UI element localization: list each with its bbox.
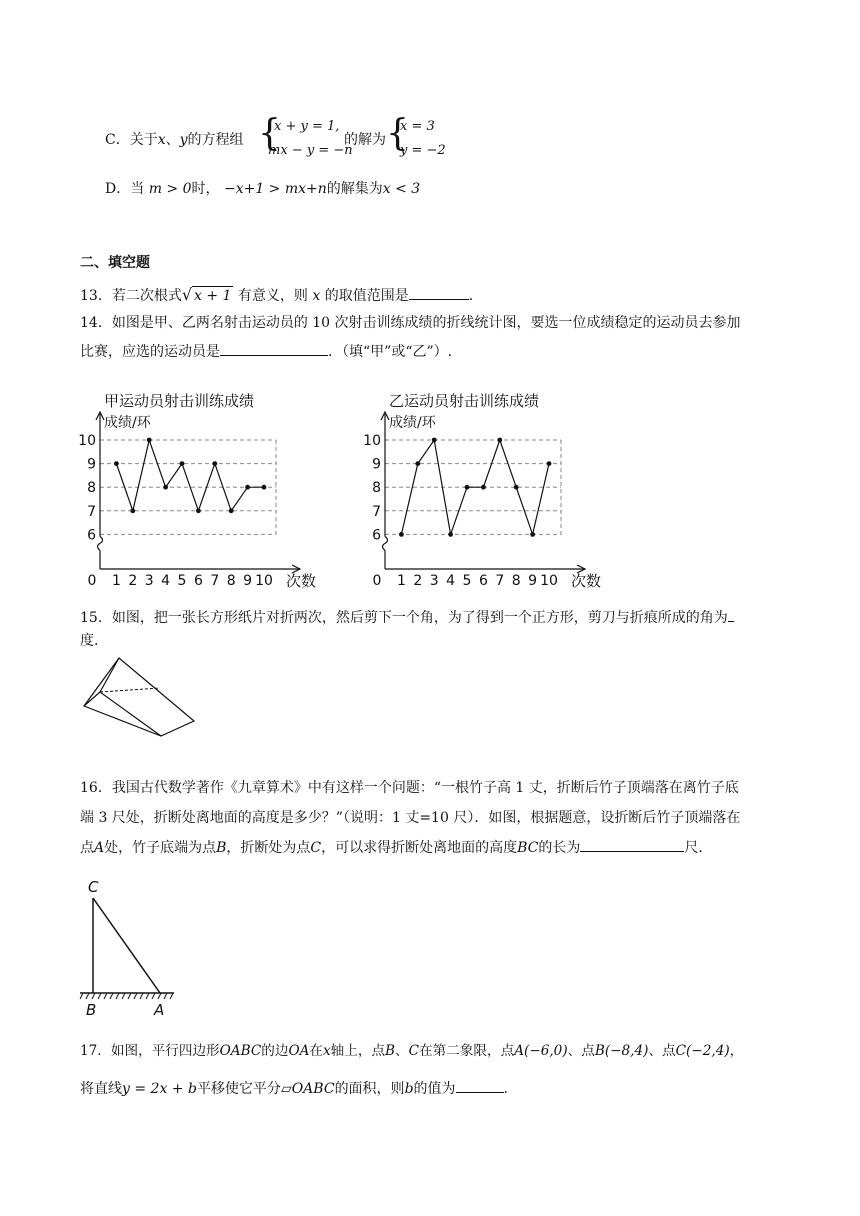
data-point (147, 438, 152, 443)
x-tick-label: 10 (540, 573, 558, 589)
data-point (163, 485, 168, 490)
q16-line3 (80, 841, 703, 855)
q17-x-axis: x (323, 1043, 331, 1059)
q17-text-10: 平移使它平分 (196, 1081, 281, 1097)
point-b: B (216, 840, 227, 856)
system-brace: { (258, 113, 281, 154)
q16-text-d: ，可以求得折断处离地面的高度 (321, 840, 518, 856)
q17-sep: 、 (395, 1043, 409, 1059)
q15-line1 (80, 611, 734, 625)
system-eq1: x + y = 1, (274, 119, 340, 134)
q15-text: 15．如图，把一张长方形纸片对折两次，然后剪下一个角，为了得到一个正方形，剪刀与折痕所成的角为 (80, 610, 728, 626)
series-line (116, 440, 264, 511)
y-tick-label: 8 (87, 480, 96, 497)
y-axis-label: 成绩/环 (104, 415, 151, 431)
x-tick-label: 0 (87, 573, 97, 589)
x-tick-label: 0 (372, 573, 382, 589)
option-d (105, 182, 420, 196)
q17-line2 (80, 1082, 508, 1096)
data-point (196, 508, 201, 513)
x-axis-label: 次数 (286, 572, 317, 590)
option-d-sol: x < 3 (382, 181, 421, 197)
q17-line1 (80, 1045, 743, 1059)
q17-coord-b: B(−8,4) (594, 1043, 649, 1059)
q17-var-b: b (404, 1081, 414, 1097)
q14-line1: 14．如图是甲、乙两名射击运动员的 10 次射击训练成绩的折线统计图，要选一位成绩稳定的运动员去参加 (80, 315, 741, 331)
y-tick-label: 7 (372, 503, 381, 520)
q17-point-c: C (408, 1043, 420, 1059)
option-c-text: 的方程组 (187, 132, 244, 148)
y-tick-label: 9 (87, 456, 96, 473)
x-tick-label: 6 (193, 573, 203, 589)
q13-end: . (468, 288, 474, 304)
q13-num: 13．若二次根式 (80, 288, 182, 304)
axis-break (98, 536, 103, 550)
data-point (481, 485, 486, 490)
q17-coord-c: C(−2,4) (675, 1043, 730, 1059)
option-d-cond: m > 0 (148, 181, 192, 197)
paper-back (84, 658, 194, 736)
chart-title: 乙运动员射击训练成绩 (389, 392, 540, 410)
x-tick-label: 2 (128, 573, 138, 589)
sqrt-sign: √ (181, 285, 193, 304)
label-a: A (154, 1001, 165, 1019)
x-tick-label: 1 (396, 573, 406, 589)
x-tick-label: 10 (255, 573, 273, 589)
q13-answer-blank[interactable] (409, 298, 469, 300)
q14-line2 (80, 345, 452, 359)
chart-yi (363, 382, 605, 590)
q16-answer-blank[interactable] (580, 850, 684, 852)
point-a: A (94, 840, 105, 856)
q17-end: . (503, 1081, 508, 1097)
y-tick-label: 7 (87, 503, 96, 520)
q16-text-e: 的长为 (538, 840, 581, 856)
q17-text-8: ， (729, 1043, 744, 1059)
q17-text-11: 的面积，则 (334, 1081, 405, 1097)
x-tick-label: 9 (528, 573, 538, 589)
q13-text2: 的取值范围是 (324, 288, 409, 304)
chart-title: 甲运动员射击训练成绩 (104, 392, 255, 410)
q17-line-eq: y = 2x + b (122, 1081, 197, 1097)
x-axis-label: 次数 (571, 572, 602, 590)
solution-brace: { (386, 113, 409, 154)
data-point (465, 485, 470, 490)
x-tick-label: 7 (495, 573, 505, 589)
section-title: 二、填空题 (80, 255, 150, 271)
q17-text-7: 、点 (648, 1043, 676, 1059)
x-tick-label: 4 (446, 573, 456, 589)
q16-text-c: ，折断处为点 (226, 840, 311, 856)
axis-break (383, 536, 388, 550)
q17-parallelogram: OABC (219, 1043, 262, 1059)
data-point (180, 461, 185, 466)
point-c: C (310, 840, 322, 856)
label-b: B (86, 1001, 97, 1019)
y-tick-label: 9 (372, 456, 381, 473)
x-tick-label: 5 (462, 573, 472, 589)
option-d-text2: 的解集为 (326, 181, 383, 197)
ground-hatch (80, 993, 173, 999)
x-tick-label: 7 (210, 573, 220, 589)
option-c (105, 133, 244, 147)
data-point (432, 438, 437, 443)
data-point (530, 532, 535, 537)
q13-text1: 有意义，则 (237, 288, 308, 304)
data-point (229, 508, 234, 513)
q17-text-4: 轴上，点 (330, 1043, 386, 1059)
bamboo-ca (93, 898, 160, 993)
q17-text-9: 将直线 (80, 1081, 122, 1097)
option-d-ineq: −x+1 > mx+n (223, 181, 327, 197)
chart-jia (78, 382, 320, 590)
option-c-label: C．关于 (105, 132, 158, 148)
q16-line2: 端 3 尺处，折断处离地面的高度是多少？”（说明：1 丈=10 尺）．如图，根据题意，设折断后竹子顶端落在 (80, 810, 741, 826)
data-point (547, 461, 552, 466)
q17-parallelogram-symbol: ▱OABC (280, 1081, 335, 1097)
x-tick-label: 1 (111, 573, 121, 589)
bamboo-figure (80, 878, 200, 1018)
x-tick-label: 3 (429, 573, 439, 589)
label-c: C (88, 878, 99, 896)
data-point (448, 532, 453, 537)
q17-coord-a: A(−6,0) (514, 1043, 568, 1059)
data-point (212, 461, 217, 466)
x-tick-label: 9 (243, 573, 253, 589)
q14-answer-blank[interactable] (220, 354, 328, 356)
q13-var: x (312, 288, 321, 304)
y-tick-label: 10 (363, 433, 381, 449)
q17-text-5: 在第二象限，点 (419, 1043, 515, 1059)
q14-line2b: ．（填“甲”或“乙”）. (328, 344, 453, 360)
y-tick-label: 6 (372, 527, 381, 544)
q17-text-3: 在 (309, 1043, 323, 1059)
x-tick-label: 2 (413, 573, 423, 589)
q16-text-f: 尺. (684, 840, 703, 856)
q14-line2a: 比赛，应选的运动员是 (80, 344, 220, 360)
solution-x: x = 3 (400, 119, 435, 134)
data-point (262, 485, 267, 490)
x-tick-label: 4 (161, 573, 171, 589)
q16-line1: 16．我国古代数学著作《九章算术》中有这样一个问题：“一根竹子高 1 丈，折断后竹子顶端落在离竹子底 (80, 780, 739, 796)
data-point (130, 508, 135, 513)
var-y: y (179, 132, 188, 148)
q15-answer-blank[interactable] (728, 620, 734, 622)
q16-text-b: 处，竹子底端为点 (104, 840, 217, 856)
system-eq2: mx − y = −n (268, 143, 353, 158)
q17-side-oa: OA (288, 1043, 310, 1059)
var-x: x (157, 132, 166, 148)
y-tick-label: 6 (87, 527, 96, 544)
segment-bc: BC (517, 840, 539, 856)
x-tick-label: 8 (226, 573, 236, 589)
folded-paper-figure (76, 654, 206, 744)
data-point (114, 461, 119, 466)
data-point (245, 485, 250, 490)
data-point (514, 485, 519, 490)
data-point (399, 532, 404, 537)
data-point (497, 438, 502, 443)
option-d-text1: 时， (191, 181, 220, 197)
q17-text-6: 、点 (567, 1043, 595, 1059)
separator: 、 (165, 132, 180, 148)
y-tick-label: 8 (372, 480, 381, 497)
option-d-label: D．当 (105, 181, 145, 197)
option-c-text2: 的解为 (344, 132, 386, 148)
paper-front (84, 692, 161, 736)
paper-fold (100, 658, 119, 692)
x-tick-label: 3 (144, 573, 154, 589)
q17-text-2: 的边 (261, 1043, 289, 1059)
q17-text-1: 17．如图，平行四边形 (80, 1043, 220, 1059)
solution-y: y = −2 (400, 143, 446, 158)
q15-line2: 度. (80, 633, 99, 649)
y-axis-label: 成绩/环 (389, 415, 436, 431)
q13-radicand: x + 1 (194, 288, 232, 304)
cut-line (100, 688, 160, 692)
x-tick-label: 8 (511, 573, 521, 589)
q16-text-a: 点 (80, 840, 94, 856)
y-tick-label: 10 (78, 433, 96, 449)
data-point (415, 461, 420, 466)
x-tick-label: 5 (177, 573, 187, 589)
q17-point-b: B (385, 1043, 396, 1059)
q17-answer-blank[interactable] (456, 1091, 504, 1093)
x-tick-label: 6 (478, 573, 488, 589)
q13 (80, 287, 473, 303)
q17-text-12: 的值为 (413, 1081, 456, 1097)
